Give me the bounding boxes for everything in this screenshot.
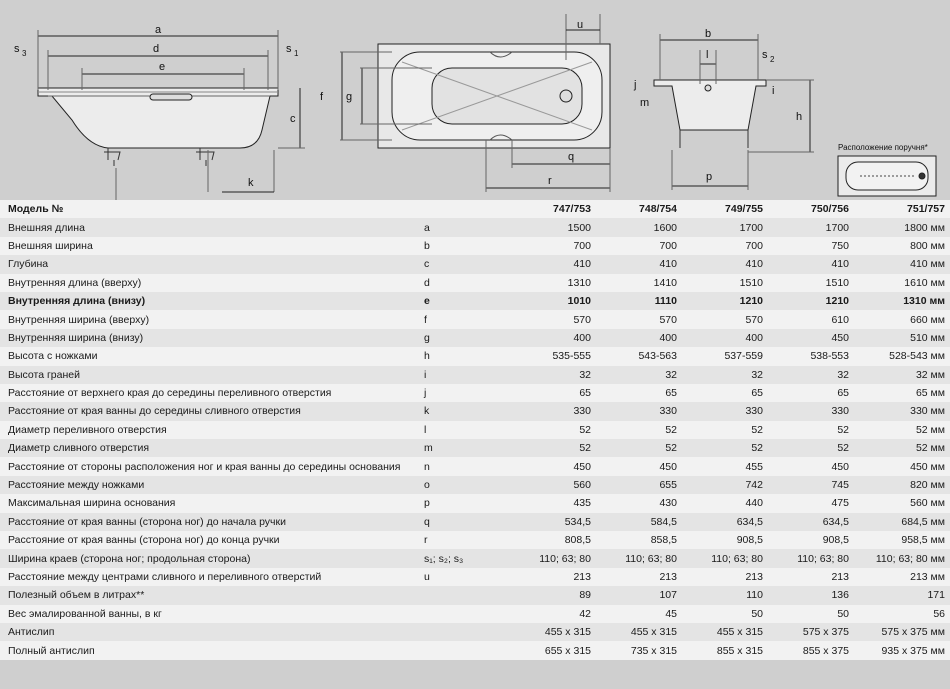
row-value: 958,5 мм <box>855 531 950 549</box>
row-value: 52 <box>683 439 769 457</box>
row-value: 450 <box>769 329 855 347</box>
row-value: 538-553 <box>769 347 855 365</box>
row-symbol: r <box>420 531 500 549</box>
table-row <box>0 586 950 604</box>
header-model-0: 747/753 <box>500 200 597 218</box>
row-symbol: c <box>420 255 500 273</box>
top-view-drawing <box>340 14 610 192</box>
row-value: 330 мм <box>855 402 950 420</box>
row-value: 213 <box>683 568 769 586</box>
dim-s1-label: s <box>286 43 292 55</box>
row-value: 908,5 <box>769 531 855 549</box>
row-symbol: u <box>420 568 500 586</box>
row-symbol: n <box>420 457 500 475</box>
row-value: 32 мм <box>855 366 950 384</box>
row-value: 575 x 375 <box>769 623 855 641</box>
table-row <box>0 347 950 365</box>
row-value: 330 <box>597 402 683 420</box>
end-view-drawing <box>654 34 936 196</box>
row-value: 735 x 315 <box>597 641 683 659</box>
row-value: 1610 мм <box>855 274 950 292</box>
dim-j-label: j <box>634 79 637 91</box>
row-value: 65 <box>597 384 683 402</box>
dim-s2-label: s <box>762 49 768 61</box>
row-label: Внешняя ширина <box>0 237 420 255</box>
row-value: 575 x 375 мм <box>855 623 950 641</box>
row-label: Расстояние от края ванны (сторона ног) до начала ручки <box>0 513 420 531</box>
row-value: 655 <box>597 476 683 494</box>
row-value: 32 <box>769 366 855 384</box>
row-symbol: e <box>420 292 500 310</box>
row-value: 535-555 <box>500 347 597 365</box>
row-value: 634,5 <box>769 513 855 531</box>
header-model-4: 751/757 <box>855 200 950 218</box>
header-model-label: Модель № <box>0 200 420 218</box>
row-value: 52 <box>500 421 597 439</box>
row-value: 455 <box>683 457 769 475</box>
row-value: 52 <box>597 421 683 439</box>
dim-s2-sub: 2 <box>770 55 775 64</box>
row-value: 330 <box>683 402 769 420</box>
row-value: 330 <box>769 402 855 420</box>
row-value: 1510 <box>683 274 769 292</box>
row-symbol <box>420 641 500 659</box>
row-value: 410 <box>500 255 597 273</box>
row-value: 136 <box>769 586 855 604</box>
row-value: 171 <box>855 586 950 604</box>
row-value: 440 <box>683 494 769 512</box>
row-value: 655 x 315 <box>500 641 597 659</box>
row-label: Диаметр сливного отверстия <box>0 439 420 457</box>
row-value: 213 <box>597 568 683 586</box>
table-row <box>0 421 950 439</box>
row-value: 32 <box>597 366 683 384</box>
row-value: 610 <box>769 310 855 328</box>
table-row <box>0 476 950 494</box>
row-label: Диаметр переливного отверстия <box>0 421 420 439</box>
row-value: 1700 <box>769 218 855 236</box>
row-value: 935 x 375 мм <box>855 641 950 659</box>
table-row <box>0 384 950 402</box>
table-row <box>0 218 950 236</box>
table-row <box>0 605 950 623</box>
row-value: 52 <box>769 421 855 439</box>
table-row <box>0 366 950 384</box>
row-value: 110 <box>683 586 769 604</box>
dim-u-label: u <box>576 19 584 31</box>
row-value: 52 мм <box>855 439 950 457</box>
dim-m-label: m <box>640 97 650 109</box>
row-value: 808,5 <box>500 531 597 549</box>
row-value: 537-559 <box>683 347 769 365</box>
header-model-2: 749/755 <box>683 200 769 218</box>
row-value: 1500 <box>500 218 597 236</box>
row-label: Глубина <box>0 255 420 273</box>
row-value: 110; 63; 80 <box>769 549 855 567</box>
row-value: 455 x 315 <box>683 623 769 641</box>
row-value: 110; 63; 80 <box>500 549 597 567</box>
row-value: 400 <box>597 329 683 347</box>
row-label: Расстояние между центрами сливного и переливного отверстий <box>0 568 420 586</box>
row-value: 45 <box>597 605 683 623</box>
dim-f-label: f <box>320 91 324 103</box>
row-symbol: j <box>420 384 500 402</box>
dim-c-label: c <box>290 113 296 125</box>
header-symbol-cell <box>420 200 500 218</box>
row-value: 32 <box>500 366 597 384</box>
row-value: 700 <box>597 237 683 255</box>
dim-d-label: d <box>152 43 160 55</box>
row-symbol: i <box>420 366 500 384</box>
table-row <box>0 292 950 310</box>
table-row <box>0 623 950 641</box>
row-symbol: p <box>420 494 500 512</box>
row-value: 570 <box>683 310 769 328</box>
row-symbol: d <box>420 274 500 292</box>
table-row <box>0 549 950 567</box>
dim-l-label: l <box>706 49 709 61</box>
row-symbol <box>420 623 500 641</box>
row-value: 455 x 315 <box>597 623 683 641</box>
row-value: 410 <box>597 255 683 273</box>
row-value: 528-543 мм <box>855 347 950 365</box>
row-value: 56 <box>855 605 950 623</box>
row-label: Внутренняя длина (внизу) <box>0 292 420 310</box>
row-label: Расстояние между ножками <box>0 476 420 494</box>
row-value: 52 <box>500 439 597 457</box>
row-label: Расстояние от стороны расположения ног и края ванны до середины основания <box>0 457 420 475</box>
row-value: 634,5 <box>683 513 769 531</box>
row-value: 450 мм <box>855 457 950 475</box>
row-value: 855 x 315 <box>683 641 769 659</box>
table-header-row <box>0 200 950 218</box>
side-view-drawing <box>38 30 305 218</box>
row-value: 800 мм <box>855 237 950 255</box>
table-row <box>0 237 950 255</box>
dim-e-label: e <box>158 61 166 73</box>
row-value: 858,5 <box>597 531 683 549</box>
row-value: 855 x 375 <box>769 641 855 659</box>
row-value: 570 <box>597 310 683 328</box>
row-value: 65 <box>500 384 597 402</box>
row-value: 410 <box>769 255 855 273</box>
table-row <box>0 402 950 420</box>
row-value: 450 <box>769 457 855 475</box>
row-symbol: f <box>420 310 500 328</box>
bathtub-dimension-drawings <box>0 0 950 200</box>
row-label: Максимальная ширина основания <box>0 494 420 512</box>
row-value: 52 <box>769 439 855 457</box>
row-label: Высота граней <box>0 366 420 384</box>
table-row <box>0 513 950 531</box>
row-value: 42 <box>500 605 597 623</box>
row-value: 684,5 мм <box>855 513 950 531</box>
table-row <box>0 531 950 549</box>
row-symbol: g <box>420 329 500 347</box>
row-symbol: s₁; s₂; s₃ <box>420 549 500 567</box>
row-label: Полезный объем в литрах** <box>0 586 420 604</box>
table-row <box>0 274 950 292</box>
dimensions-table <box>0 200 950 660</box>
row-value: 560 <box>500 476 597 494</box>
row-value: 52 <box>683 421 769 439</box>
row-label: Внешняя длина <box>0 218 420 236</box>
row-value: 1310 мм <box>855 292 950 310</box>
dim-a-label: a <box>154 24 162 36</box>
row-value: 410 <box>683 255 769 273</box>
row-value: 213 <box>500 568 597 586</box>
row-value: 213 мм <box>855 568 950 586</box>
row-value: 570 <box>500 310 597 328</box>
dim-s3-label: s <box>14 43 20 55</box>
row-label: Внутренняя длина (вверху) <box>0 274 420 292</box>
row-value: 750 <box>769 237 855 255</box>
dim-k-label: k <box>248 177 254 189</box>
dim-q-label: q <box>568 151 575 163</box>
dim-i-label: i <box>772 85 775 97</box>
row-label: Полный антислип <box>0 641 420 659</box>
table-row <box>0 494 950 512</box>
row-label: Антислип <box>0 623 420 641</box>
header-model-1: 748/754 <box>597 200 683 218</box>
row-label: Расстояние от верхнего края до середины переливного отверстия <box>0 384 420 402</box>
row-value: 1800 мм <box>855 218 950 236</box>
row-label: Ширина краев (сторона ног; продольная сторона) <box>0 549 420 567</box>
row-value: 107 <box>597 586 683 604</box>
dim-h-label: h <box>796 111 803 123</box>
row-value: 52 <box>597 439 683 457</box>
row-value: 50 <box>769 605 855 623</box>
dim-p-label: p <box>706 171 713 183</box>
row-value: 1410 <box>597 274 683 292</box>
row-value: 745 <box>769 476 855 494</box>
row-value: 1010 <box>500 292 597 310</box>
row-value: 534,5 <box>500 513 597 531</box>
row-value: 584,5 <box>597 513 683 531</box>
table-row <box>0 329 950 347</box>
handle-position-caption: Расположение поручня* <box>838 143 928 152</box>
row-label: Высота с ножками <box>0 347 420 365</box>
row-value: 1210 <box>769 292 855 310</box>
row-value: 700 <box>683 237 769 255</box>
row-value: 330 <box>500 402 597 420</box>
row-symbol: b <box>420 237 500 255</box>
row-label: Внутренняя ширина (вверху) <box>0 310 420 328</box>
row-symbol: o <box>420 476 500 494</box>
row-symbol: k <box>420 402 500 420</box>
row-value: 742 <box>683 476 769 494</box>
row-label: Внутренняя ширина (внизу) <box>0 329 420 347</box>
row-symbol: q <box>420 513 500 531</box>
row-symbol: h <box>420 347 500 365</box>
dim-b-label: b <box>704 28 712 40</box>
row-value: 32 <box>683 366 769 384</box>
row-value: 908,5 <box>683 531 769 549</box>
row-value: 1700 <box>683 218 769 236</box>
row-label: Вес эмалированной ванны, в кг <box>0 605 420 623</box>
row-value: 65 <box>769 384 855 402</box>
table-row <box>0 439 950 457</box>
row-value: 560 мм <box>855 494 950 512</box>
row-symbol <box>420 605 500 623</box>
table-row <box>0 457 950 475</box>
row-value: 455 x 315 <box>500 623 597 641</box>
row-value: 110; 63; 80 <box>597 549 683 567</box>
row-value: 430 <box>597 494 683 512</box>
dim-g-label: g <box>346 91 353 103</box>
row-value: 52 мм <box>855 421 950 439</box>
row-label: Расстояние от края ванны (сторона ног) до конца ручки <box>0 531 420 549</box>
row-symbol <box>420 586 500 604</box>
row-value: 50 <box>683 605 769 623</box>
row-value: 110; 63; 80 мм <box>855 549 950 567</box>
row-value: 89 <box>500 586 597 604</box>
row-value: 435 <box>500 494 597 512</box>
row-value: 1600 <box>597 218 683 236</box>
row-symbol: l <box>420 421 500 439</box>
row-value: 510 мм <box>855 329 950 347</box>
row-value: 400 <box>683 329 769 347</box>
row-value: 660 мм <box>855 310 950 328</box>
row-value: 65 мм <box>855 384 950 402</box>
row-value: 475 <box>769 494 855 512</box>
dim-r-label: r <box>548 175 552 187</box>
row-value: 1310 <box>500 274 597 292</box>
row-value: 110; 63; 80 <box>683 549 769 567</box>
row-value: 65 <box>683 384 769 402</box>
row-value: 400 <box>500 329 597 347</box>
table-row <box>0 641 950 659</box>
dim-s3-sub: 3 <box>22 49 27 58</box>
row-value: 543-563 <box>597 347 683 365</box>
row-value: 820 мм <box>855 476 950 494</box>
row-value: 450 <box>500 457 597 475</box>
row-value: 1510 <box>769 274 855 292</box>
row-value: 213 <box>769 568 855 586</box>
table-row <box>0 255 950 273</box>
table-row <box>0 310 950 328</box>
table-row <box>0 568 950 586</box>
row-value: 450 <box>597 457 683 475</box>
row-value: 1210 <box>683 292 769 310</box>
row-value: 700 <box>500 237 597 255</box>
dim-s1-sub: 1 <box>294 49 299 58</box>
row-symbol: a <box>420 218 500 236</box>
row-value: 1110 <box>597 292 683 310</box>
row-label: Расстояние от края ванны до середины сливного отверстия <box>0 402 420 420</box>
row-value: 410 мм <box>855 255 950 273</box>
row-symbol: m <box>420 439 500 457</box>
header-model-3: 750/756 <box>769 200 855 218</box>
